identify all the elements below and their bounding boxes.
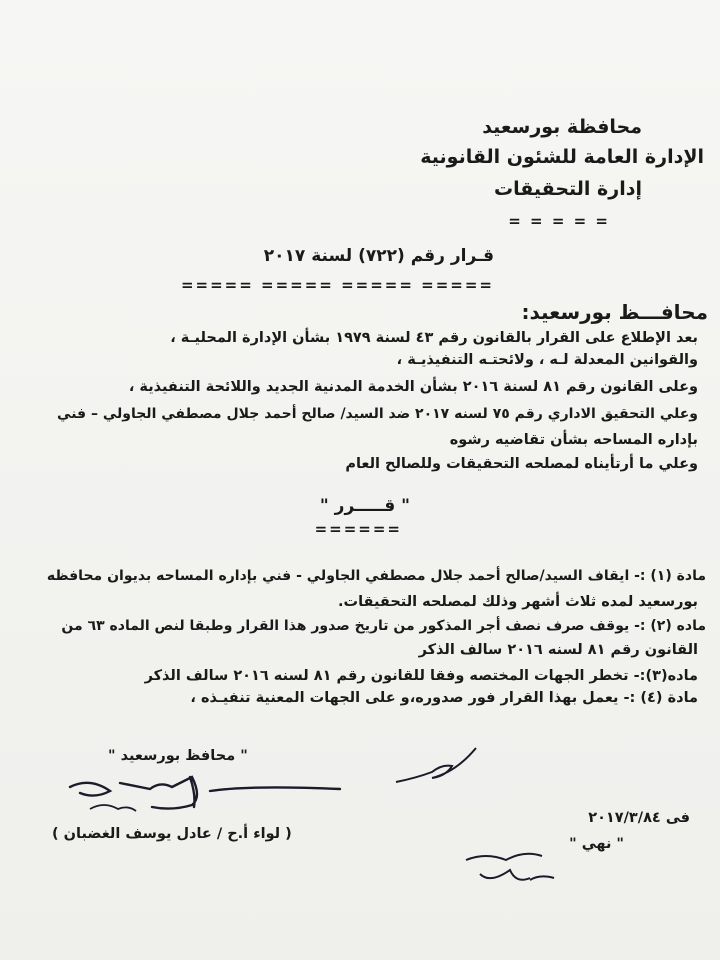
article-line: مادة (١) :- ايقاف السيد/صالح أحمد جلال مصطفي الجاولي - فني بإداره المساحه بديوان محافظه	[46, 568, 706, 584]
preamble-line: والقوانين المعدلة لـه ، ولائحتـه التنفيذيـة ،	[396, 352, 698, 368]
preamble-line: وعلي ما أرتأيناه لمصلحه التحقيقات وللصالح العام	[345, 456, 698, 472]
decides-underline: ======	[314, 520, 402, 538]
article-line: بورسعيد لمده ثلاث أشهر وذلك لمصلحه التحقيقات.	[338, 594, 698, 610]
header-investigations: إدارة التحقيقات	[494, 178, 642, 200]
decision-date: فى ٢٠١٧/٣/٨٤	[588, 810, 690, 826]
header-legal-affairs: الإدارة العامة للشئون القانونية	[420, 146, 704, 168]
preamble-heading: محافـــظ بورسعيد:	[521, 300, 708, 324]
initials-signature	[392, 742, 482, 792]
decision-underline: ===== ===== ===== =====	[180, 276, 494, 294]
article-line: القانون رقم ٨١ لسنه ٢٠١٦ سالف الذكر	[418, 642, 698, 658]
preamble-line: وعلى القانون رقم ٨١ لسنة ٢٠١٦ بشأن الخدمة المدنية الجديد واللائحة التنفيذية ،	[128, 379, 698, 395]
header-governorate: محافظة بورسعيد	[482, 116, 642, 138]
article-line: ماده(٣):- تخطر الجهات المختصه وفقا للقانون رقم ٨١ لسنه ٢٠١٦ سالف الذكر	[144, 668, 698, 684]
preamble-line: بعد الإطلاع على القرار بالقانون رقم ٤٣ لسنة ١٩٧٩ بشأن الإدارة المحليـة ،	[170, 330, 698, 346]
concluded-label: " نهي "	[569, 836, 624, 852]
decision-title: قـرار رقم (٧٢٢) لسنة ٢٠١٧	[263, 246, 494, 266]
article-line: ماده (٢) :- يوقف صرف نصف أجر المذكور من تاريخ صدور هذا القرار وطبقا لنص الماده ٦٣ من	[61, 618, 706, 634]
preamble-line: بإداره المساحه بشأن تقاضيه رشوه	[449, 432, 698, 448]
decides-label: " قـــــرر "	[319, 496, 410, 516]
governor-signature	[60, 765, 350, 825]
officer-signature	[460, 830, 570, 900]
header-rule: = = = = =	[508, 212, 610, 230]
governor-label: " محافظ بورسعيد "	[108, 748, 248, 764]
governor-name: ( لواء أ.ح / عادل يوسف الغضبان )	[52, 826, 292, 842]
preamble-line: وعلي التحقيق الاداري رقم ٧٥ لسنه ٢٠١٧ ضد السيد/ صالح أحمد جلال مصطفي الجاولي – فني	[57, 406, 698, 422]
article-line: مادة (٤) :- يعمل بهذا القرار فور صدوره،و على الجهات المعنية تنفيـذه ،	[190, 690, 698, 706]
